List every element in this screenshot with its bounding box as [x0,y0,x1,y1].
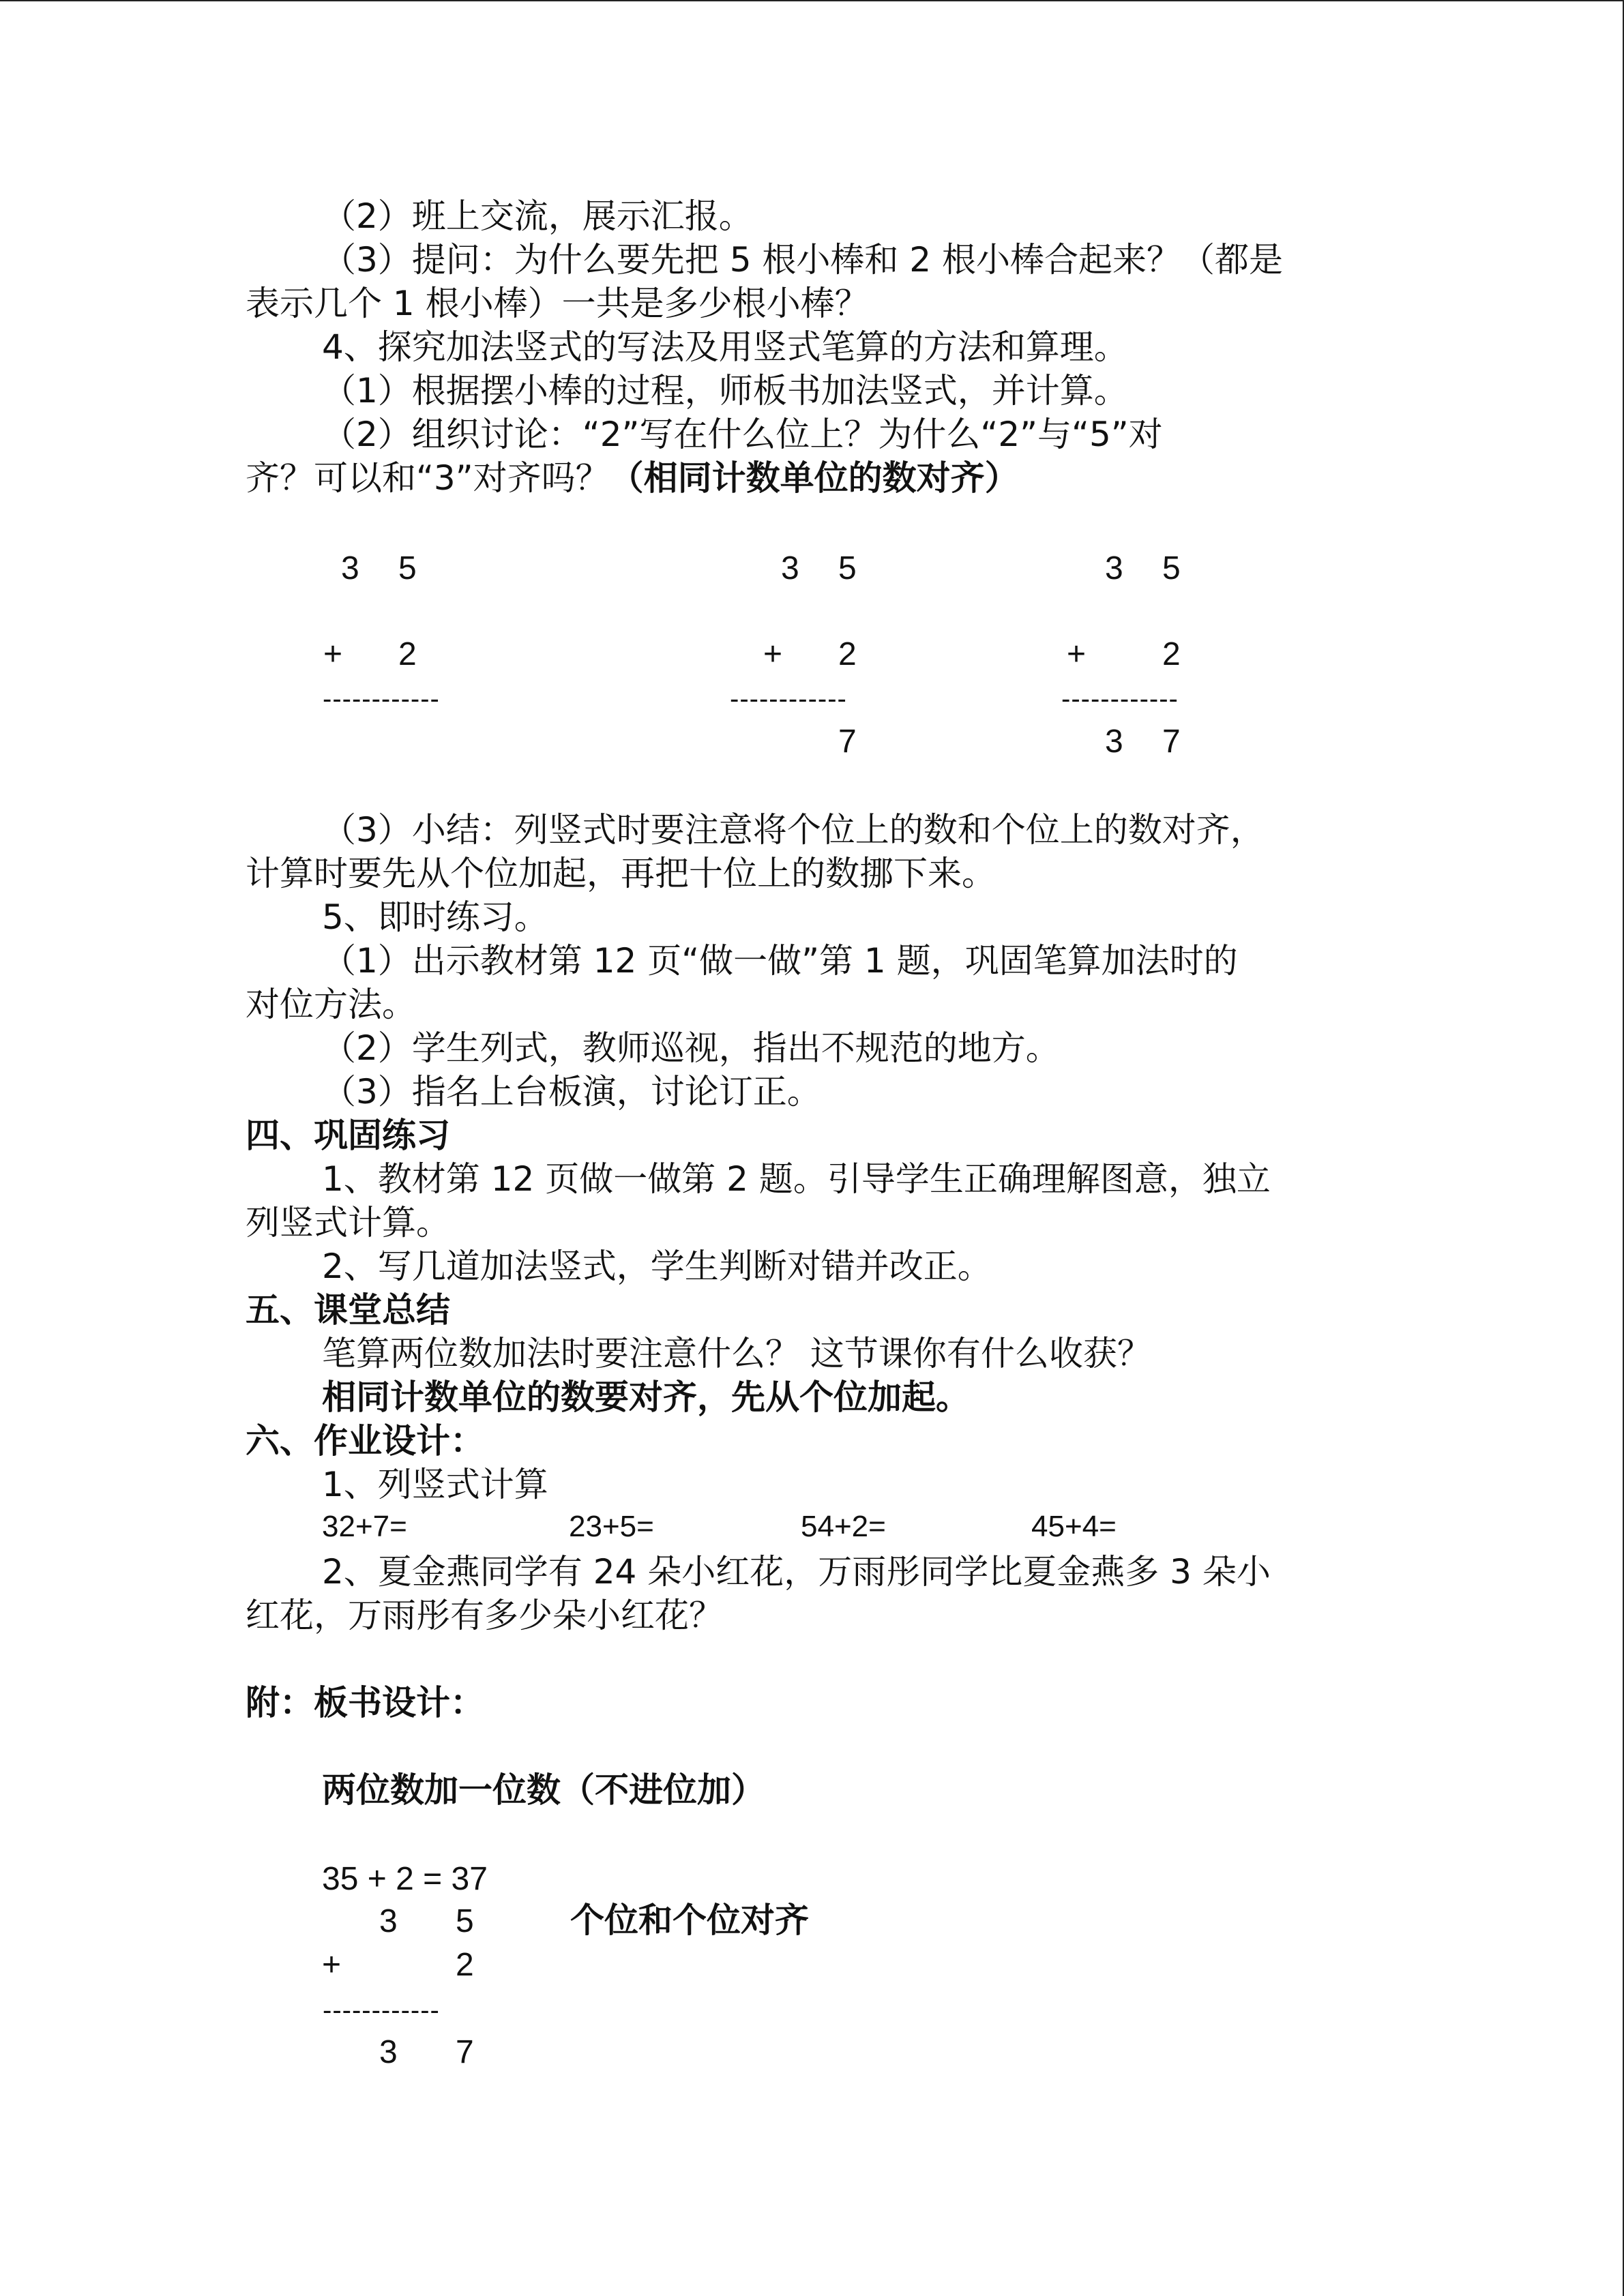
summary-answer: 相同计数单位的数要对齐，先从个位加起。 [322,1377,970,1417]
board-note: 个位和个位对齐 [570,1900,809,1940]
ex1-rule: ------------ [323,684,440,714]
step-3-3: （3）提问：为什么要先把 5 根小棒和 2 根小棒合起来？（都是 [322,240,1284,280]
homework-problem: 54+2= [801,1510,886,1543]
ex1-addend: 2 [398,636,417,672]
board-rule: ------------ [323,1995,440,2025]
page-top-border [0,0,1623,1]
ex3-tens: 3 [1105,550,1123,586]
ex3-addend: 2 [1162,636,1181,672]
step-4-2-question: 齐？可以和“3”对齐吗？ [246,458,610,498]
homework-problem: 32+7= [322,1510,407,1543]
ex2-ones: 5 [838,550,857,586]
ex3-rule: ------------ [1061,684,1179,714]
ex3-plus: + [1067,636,1087,672]
ex2-rule: ------------ [730,684,847,714]
board-ones: 5 [456,1903,474,1939]
step-3-2: （2）班上交流，展示汇报。 [322,196,753,236]
step-4-1: （1）根据摆小棒的过程，师板书加法竖式，并计算。 [322,371,1128,411]
step-4-2-cont [246,456,1019,500]
step-4-heading: 4、探究加法竖式的写法及用竖式笔算的方法和算理。 [322,327,1128,367]
ex3-result-ones: 7 [1162,724,1181,760]
board-title: 两位数加一位数（不进位加） [322,1770,765,1810]
step-5-heading: 5、即时练习。 [322,897,548,937]
ex2-result-ones: 7 [838,724,857,760]
section-6-heading: 六、作业设计： [246,1421,484,1461]
step-5-3: （3）指名上台板演，讨论订正。 [322,1072,821,1112]
ex2-addend: 2 [838,636,857,672]
step-4-2: （2）组织讨论：“2”写在什么位上？为什么“2”与“5”对 [322,415,1163,454]
homework-1-title: 1、列竖式计算 [322,1465,548,1504]
practice-1: 1、教材第 12 页做一做第 2 题。引导学生正确理解图意，独立 [322,1159,1271,1199]
board-plus: + [322,1947,342,1983]
board-result-ones: 7 [456,2034,474,2070]
step-5-1-cont: 对位方法。 [246,985,416,1024]
ex3-result-tens: 3 [1105,724,1123,760]
practice-2: 2、写几道加法竖式，学生判断对错并改正。 [322,1247,992,1286]
board-addend: 2 [456,1947,474,1983]
ex1-tens: 3 [341,550,359,586]
step-4-2-answer: （相同计数单位的数对齐） [609,458,1019,498]
step-4-3: （3）小结：列竖式时要注意将个位上的数和个位上的数对齐， [322,810,1265,850]
board-equation: 35 + 2 = 37 [322,1861,488,1897]
ex3-ones: 5 [1162,550,1181,586]
section-4-heading: 四、巩固练习 [246,1116,450,1155]
summary-question: 笔算两位数加法时要注意什么？ 这节课你有什么收获？ [322,1334,1151,1373]
board-tens: 3 [379,1903,398,1939]
step-3-3-cont: 表示几个 1 根小棒）一共是多少根小棒？ [246,284,869,323]
homework-problem: 23+5= [569,1510,654,1543]
step-4-3-cont: 计算时要先从个位加起，再把十位上的数挪下来。 [246,854,996,893]
board-result-tens: 3 [379,2034,398,2070]
homework-2-cont: 红花，万雨彤有多少朵小红花？ [246,1596,723,1635]
practice-1-cont: 列竖式计算。 [246,1203,450,1242]
step-5-2: （2）学生列式，教师巡视，指出不规范的地方。 [322,1028,1060,1068]
homework-2: 2、夏金燕同学有 24 朵小红花，万雨彤同学比夏金燕多 3 朵小 [322,1552,1271,1592]
homework-problem: 45+4= [1031,1510,1117,1543]
section-5-heading: 五、课堂总结 [246,1290,450,1330]
ex1-plus: + [323,636,343,672]
appendix-heading: 附：板书设计： [246,1683,484,1723]
ex2-plus: + [763,636,783,672]
step-5-1: （1）出示教材第 12 页“做一做”第 1 题，巩固笔算加法时的 [322,941,1238,981]
ex2-tens: 3 [781,550,799,586]
ex1-ones: 5 [398,550,417,586]
